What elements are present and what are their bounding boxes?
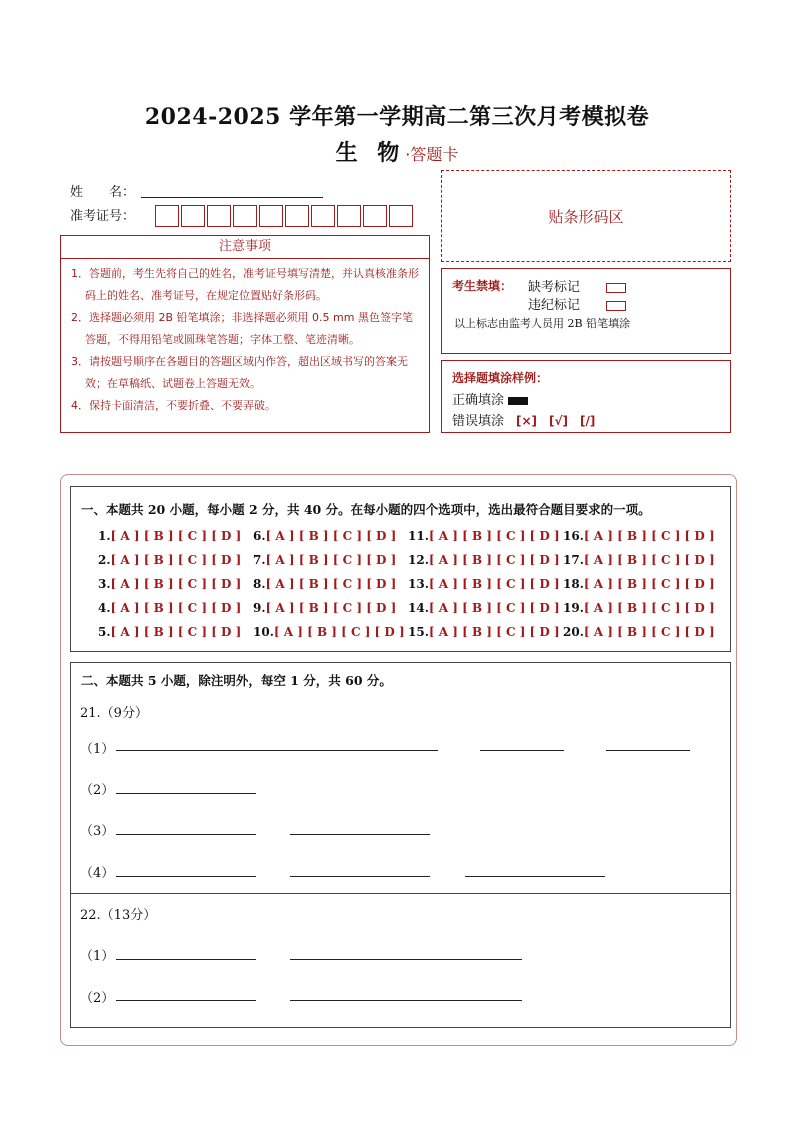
choice-question-number: 16.	[563, 529, 584, 543]
choice-question-number: 9.	[253, 601, 266, 615]
choice-question-number: 7.	[253, 553, 266, 567]
choice-question-number: 4.	[98, 601, 111, 615]
barcode-label: 贴条形码区	[548, 207, 624, 226]
fill-sample-title: 选择题填涂样例：	[452, 371, 549, 385]
choice-options[interactable]: [ A ] [ B ] [ C ] [ D ]	[583, 625, 715, 639]
absent-mark-label: 缺考标记	[528, 280, 581, 295]
answer-line[interactable]	[116, 1000, 256, 1001]
choice-question-number: 8.	[253, 577, 266, 591]
choice-question-number: 17.	[563, 553, 584, 567]
notice-item: 1．答题前，考生先将自己的姓名，准考证号填写清楚，并认真核准条形码上的姓名、准考证号，在规定位置贴好条形码。	[71, 267, 419, 302]
choice-question	[98, 601, 241, 615]
absent-mark-box[interactable]	[606, 283, 626, 293]
answer-card-label: ·答题卡	[405, 145, 459, 164]
answer-line[interactable]	[290, 834, 430, 835]
choice-question-number: 10.	[253, 625, 274, 639]
question-21-part-label: （4）	[80, 866, 115, 881]
choice-options[interactable]: [ A ] [ B ] [ C ] [ D ]	[583, 601, 715, 615]
absent-mark-row	[528, 276, 626, 295]
choice-question	[563, 601, 715, 615]
exam-id-digit-box[interactable]	[311, 205, 335, 227]
notice-title: 注意事项	[61, 236, 429, 259]
choice-options[interactable]: [ A ] [ B ] [ C ] [ D ]	[428, 577, 560, 591]
choice-options[interactable]: [ A ] [ B ] [ C ] [ D ]	[265, 529, 397, 543]
name-label: 姓 名：	[70, 185, 136, 200]
choice-question	[98, 625, 241, 639]
violation-mark-box[interactable]	[606, 301, 626, 311]
answer-line[interactable]	[480, 750, 564, 751]
choice-question	[408, 625, 560, 639]
choice-options[interactable]: [ A ] [ B ] [ C ] [ D ]	[583, 553, 715, 567]
choice-question-number: 13.	[408, 577, 429, 591]
answer-line[interactable]	[116, 876, 256, 877]
exam-id-label: 准考证号：	[70, 209, 136, 224]
answer-line[interactable]	[116, 834, 256, 835]
wrong-fill-row	[452, 410, 595, 429]
wrong-mark: [×]	[516, 414, 538, 428]
exam-id-digit-box[interactable]	[233, 205, 257, 227]
choice-options[interactable]: [ A ] [ B ] [ C ] [ D ]	[110, 529, 242, 543]
choice-options[interactable]: [ A ] [ B ] [ C ] [ D ]	[110, 553, 242, 567]
question-21-part-label: （1）	[80, 742, 115, 757]
answer-line[interactable]	[116, 750, 438, 751]
notice-item: 3．请按题号顺序在各题目的答题区域内作答，超出区域书写的答案无效；在草稿纸、试题卷上答题无效。	[71, 355, 408, 390]
page-title: 2024-2025 学年第一学期高二第三次月考模拟卷	[144, 104, 650, 130]
correct-fill-row	[452, 389, 528, 408]
choice-question-number: 3.	[98, 577, 111, 591]
choice-options[interactable]: [ A ] [ B ] [ C ] [ D ]	[265, 553, 397, 567]
choice-options[interactable]: [ A ] [ B ] [ C ] [ D ]	[265, 577, 397, 591]
question-22-part-label: （2）	[80, 991, 115, 1006]
question-21-part-label: （2）	[80, 783, 115, 798]
written-section	[70, 662, 731, 1028]
choice-question	[408, 529, 560, 543]
choice-question	[408, 553, 560, 567]
exam-id-boxes[interactable]	[155, 205, 415, 227]
choice-options[interactable]: [ A ] [ B ] [ C ] [ D ]	[265, 601, 397, 615]
choice-question	[408, 577, 560, 591]
examiner-note: 以上标志由监考人员用 2B 铅笔填涂	[454, 317, 631, 330]
violation-mark-label: 违纪标记	[528, 298, 581, 313]
choice-options[interactable]: [ A ] [ B ] [ C ] [ D ]	[428, 529, 560, 543]
choice-options[interactable]: [ A ] [ B ] [ C ] [ D ]	[583, 529, 715, 543]
choice-question	[563, 577, 715, 591]
answer-line[interactable]	[290, 876, 430, 877]
answer-line[interactable]	[606, 750, 690, 751]
choice-question-number: 11.	[408, 529, 429, 543]
written-section-heading: 二、本题共 5 小题，除注明外，每空 1 分，共 60 分。	[81, 673, 392, 688]
exam-id-digit-box[interactable]	[181, 205, 205, 227]
question-21-title: 21.（9分）	[80, 706, 148, 721]
wrong-mark: [√]	[549, 414, 569, 428]
notice-item: 2．选择题必须用 2B 铅笔填涂；非选择题必须用 0.5 mm 黑色签字笔答题，不得用铅笔或圆珠笔答题；字体工整、笔迹清晰。	[71, 311, 413, 346]
wrong-fill-label: 错误填涂	[452, 414, 505, 429]
choice-question	[563, 553, 715, 567]
notice-box	[60, 235, 430, 433]
answer-line[interactable]	[290, 1000, 522, 1001]
choice-options[interactable]: [ A ] [ B ] [ C ] [ D ]	[428, 625, 560, 639]
exam-id-digit-box[interactable]	[363, 205, 387, 227]
choice-section-heading: 一、本题共 20 小题，每小题 2 分，共 40 分。在每小题的四个选项中，选出最符合题目要求的一项。	[81, 502, 651, 517]
choice-options[interactable]: [ A ] [ B ] [ C ] [ D ]	[110, 601, 242, 615]
question-22-title: 22.（13分）	[80, 908, 157, 923]
choice-question	[98, 553, 241, 567]
question-22-part-label: （1）	[80, 949, 115, 964]
question-21-part-label: （3）	[80, 824, 115, 839]
exam-id-digit-box[interactable]	[389, 205, 413, 227]
exam-id-digit-box[interactable]	[259, 205, 283, 227]
choice-question-number: 20.	[563, 625, 584, 639]
choice-question-number: 12.	[408, 553, 429, 567]
choice-question	[98, 577, 241, 591]
choice-question-number: 5.	[98, 625, 111, 639]
exam-id-digit-box[interactable]	[207, 205, 231, 227]
choice-question	[253, 553, 396, 567]
choice-question-number: 15.	[408, 625, 429, 639]
examiner-only-title: 考生禁填：	[452, 279, 513, 293]
choice-question	[563, 529, 715, 543]
choice-options[interactable]: [ A ] [ B ] [ C ] [ D ]	[110, 625, 242, 639]
choice-question-number: 6.	[253, 529, 266, 543]
choice-question	[253, 625, 405, 639]
answer-line[interactable]	[465, 876, 605, 877]
choice-question-number: 18.	[563, 577, 584, 591]
answer-line[interactable]	[116, 959, 256, 960]
notice-list	[61, 263, 429, 417]
choice-options[interactable]: [ A ] [ B ] [ C ] [ D ]	[428, 553, 560, 567]
choice-question-number: 1.	[98, 529, 111, 543]
choice-question	[253, 601, 396, 615]
exam-id-digit-box[interactable]	[337, 205, 361, 227]
choice-question	[98, 529, 241, 543]
choice-question-number: 14.	[408, 601, 429, 615]
fill-sample-box	[441, 360, 731, 433]
choice-question	[408, 601, 560, 615]
filled-block-icon	[508, 397, 528, 405]
question-divider	[70, 893, 731, 894]
choice-question	[253, 577, 396, 591]
answer-line[interactable]	[116, 793, 256, 794]
barcode-area	[441, 170, 731, 262]
choice-options[interactable]: [ A ] [ B ] [ C ] [ D ]	[110, 577, 242, 591]
examiner-only-box	[441, 268, 731, 354]
choice-question-number: 2.	[98, 553, 111, 567]
notice-item: 4．保持卡面清洁，不要折叠、不要弄破。	[71, 399, 276, 412]
choice-options[interactable]: [ A ] [ B ] [ C ] [ D ]	[273, 625, 405, 639]
answer-line[interactable]	[290, 959, 522, 960]
name-field[interactable]	[141, 197, 323, 198]
exam-id-digit-box[interactable]	[155, 205, 179, 227]
subject-title	[0, 136, 794, 167]
choice-options[interactable]: [ A ] [ B ] [ C ] [ D ]	[428, 601, 560, 615]
subject-name: 生 物	[335, 140, 406, 166]
violation-mark-row	[528, 294, 626, 313]
correct-fill-label: 正确填涂	[452, 393, 505, 408]
choice-section	[70, 486, 731, 652]
exam-id-digit-box[interactable]	[285, 205, 309, 227]
choice-question	[563, 625, 715, 639]
choice-question	[253, 529, 396, 543]
choice-question-number: 19.	[563, 601, 584, 615]
choice-options[interactable]: [ A ] [ B ] [ C ] [ D ]	[583, 577, 715, 591]
wrong-mark: [/]	[580, 414, 596, 428]
